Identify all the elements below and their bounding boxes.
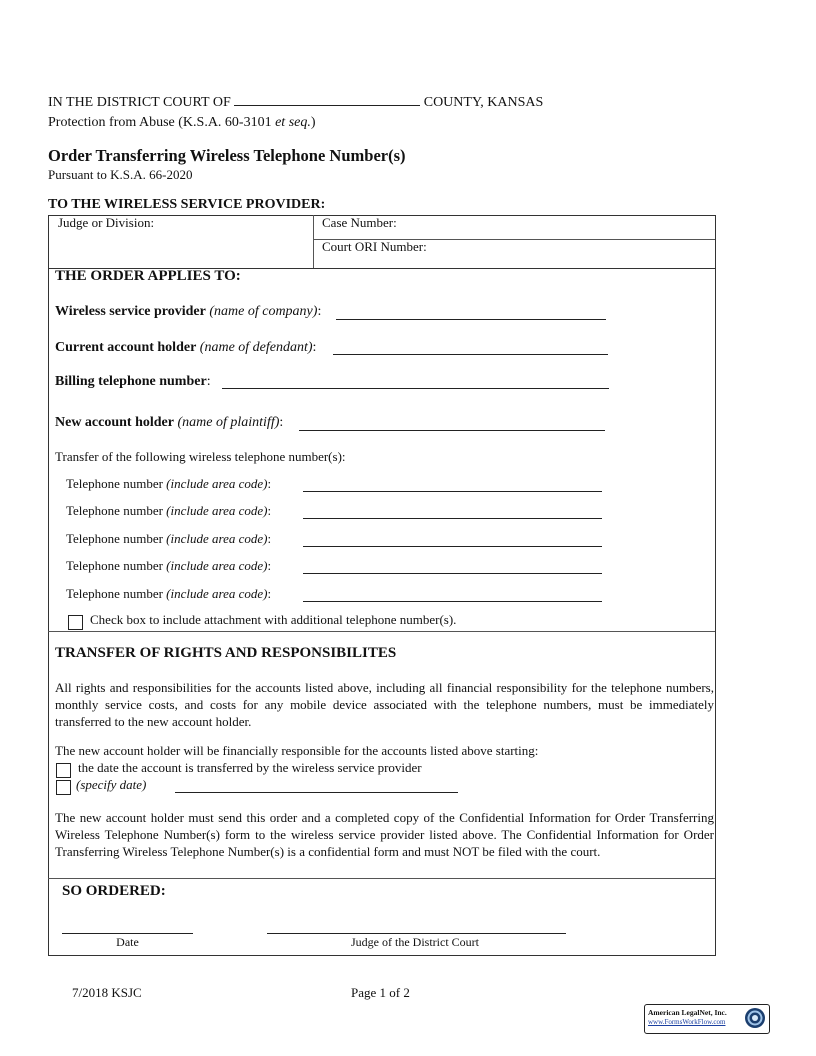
court-line-suffix: COUNTY, KANSAS [423, 95, 544, 110]
rights-heading: TRANSFER OF RIGHTS AND RESPONSIBILITES [55, 645, 397, 661]
top-table-divider [313, 215, 314, 268]
section-divider-ordered [48, 878, 715, 879]
attachment-label: Check box to include attachment with additional telephone number(s). [90, 612, 457, 627]
transfer-intro: Transfer of the following wireless telephone number(s): [55, 449, 346, 464]
case-number-label[interactable]: Case Number: [322, 215, 397, 230]
so-ordered-heading: SO ORDERED: [62, 883, 166, 899]
date-label: Date [116, 935, 139, 949]
court-line-prefix: IN THE DISTRICT COURT OF [48, 95, 231, 110]
protection-line-end: ) [310, 115, 316, 130]
phone-label-italic: (include area code) [166, 476, 268, 491]
date-signature-line[interactable] [62, 933, 193, 934]
page-subtitle: Pursuant to K.S.A. 66-2020 [48, 167, 193, 182]
holder-field[interactable] [333, 354, 608, 355]
phone-label-text: Telephone number [66, 503, 163, 518]
holder-label: Current account holder (name of defendant): [55, 340, 317, 355]
billing-label-bold: Billing telephone number [55, 374, 207, 389]
globe-icon [744, 1007, 766, 1029]
rights-paragraph-1: All rights and responsibilities for the accounts listed above, including all financial responsibility for the telephone numbers, monthly service costs, and costs for any mobile device associated with the telephone numbers, must be immediately transferred to the new account holder. [55, 680, 714, 729]
phone-label-5: Telephone number (include area code): [66, 586, 272, 601]
section-divider-rights [48, 631, 715, 632]
county-blank[interactable] [234, 105, 420, 106]
judge-signature-label: Judge of the District Court [351, 935, 479, 949]
phone-field-5[interactable] [303, 601, 602, 602]
attachment-checkbox[interactable] [68, 615, 83, 630]
start-specify-date-checkbox[interactable] [56, 780, 71, 795]
phone-label-text: Telephone number [66, 558, 163, 573]
specify-date-label: (specify date) [76, 777, 147, 792]
phone-field-3[interactable] [303, 546, 602, 547]
specify-date-field[interactable] [175, 792, 458, 793]
provider-label: Wireless service provider (name of company): [55, 304, 322, 319]
protection-line [48, 115, 316, 131]
phone-label-text: Telephone number [66, 586, 163, 601]
american-legalnet-logo[interactable] [644, 1004, 770, 1034]
phone-field-1[interactable] [303, 491, 602, 492]
phone-label-text: Telephone number [66, 531, 163, 546]
phone-label-italic: (include area code) [166, 503, 268, 518]
protection-line-main: Protection from Abuse (K.S.A. 60-3101 [48, 115, 272, 130]
provider-label-italic: (name of company) [209, 304, 318, 319]
billing-field[interactable] [222, 388, 609, 389]
logo-url: www.FormsWorkFlow.com [648, 1018, 726, 1026]
phone-label-text: Telephone number [66, 476, 163, 491]
page-title: Order Transferring Wireless Telephone Number(s) [48, 146, 406, 165]
phone-label-1: Telephone number (include area code): [66, 476, 272, 491]
phone-label-italic: (include area code) [166, 586, 268, 601]
rights-paragraph-2: The new account holder will be financially responsible for the accounts listed above starting: [55, 743, 539, 758]
phone-label-4: Telephone number (include area code): [66, 558, 272, 573]
new-holder-label-italic: (name of plaintiff) [177, 415, 280, 430]
holder-label-italic: (name of defendant) [199, 340, 313, 355]
page-number: Page 1 of 2 [351, 985, 410, 1000]
protection-line-italic: et seq. [275, 115, 311, 130]
court-ori-label[interactable]: Court ORI Number: [322, 239, 427, 254]
new-holder-field[interactable] [299, 430, 605, 431]
new-holder-label-bold: New account holder [55, 415, 174, 430]
start-transfer-date-checkbox[interactable] [56, 763, 71, 778]
applies-heading: THE ORDER APPLIES TO: [55, 268, 241, 284]
new-holder-label: New account holder (name of plaintiff): [55, 415, 284, 430]
phone-label-3: Telephone number (include area code): [66, 531, 272, 546]
form-code: 7/2018 KSJC [72, 985, 142, 1000]
phone-label-italic: (include area code) [166, 531, 268, 546]
phone-label-italic: (include area code) [166, 558, 268, 573]
holder-label-bold: Current account holder [55, 340, 197, 355]
phone-field-2[interactable] [303, 518, 602, 519]
phone-label-2: Telephone number (include area code): [66, 503, 272, 518]
rights-paragraph-3: The new account holder must send this order and a completed copy of the Confidential Information for Order Transferring Wireless Telephone Number(s) form to the wireless service provider listed above. The Confidential Information for Order Transferring Wireless Telephone Number(s) is a confidential form and must NOT be filed with the court. [55, 810, 714, 859]
billing-label: Billing telephone number: [55, 374, 211, 389]
judge-division-label[interactable]: Judge or Division: [58, 215, 155, 230]
judge-signature-line[interactable] [267, 933, 566, 934]
provider-field[interactable] [336, 319, 606, 320]
logo-company: American LegalNet, Inc. [648, 1008, 727, 1017]
start-transfer-date-label: the date the account is transferred by the wireless service provider [78, 760, 422, 775]
phone-field-4[interactable] [303, 573, 602, 574]
provider-label-bold: Wireless service provider [55, 304, 206, 319]
court-line [48, 95, 543, 111]
to-provider-heading: TO THE WIRELESS SERVICE PROVIDER: [48, 197, 326, 212]
